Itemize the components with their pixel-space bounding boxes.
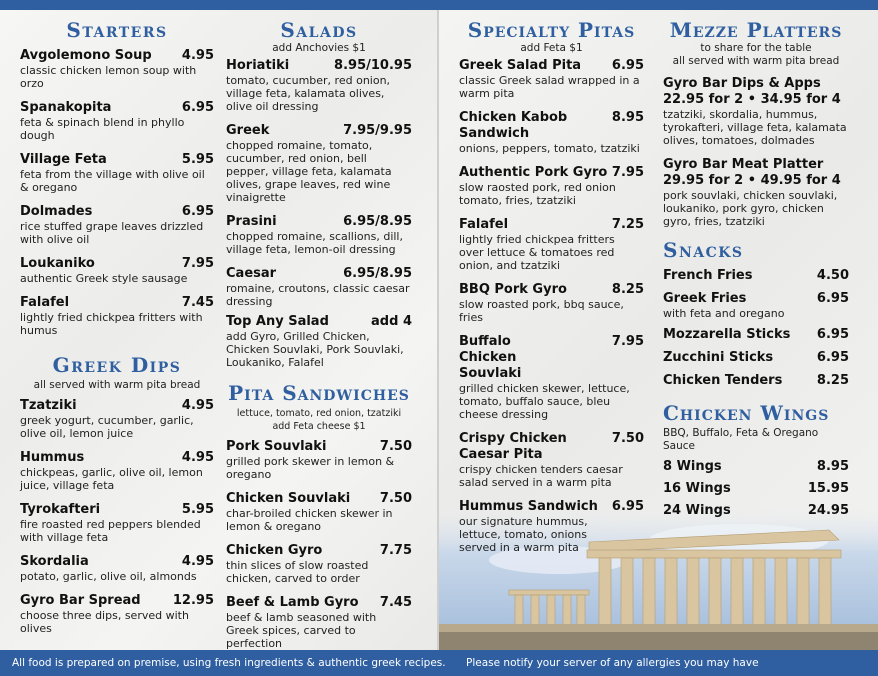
snack-name: Greek Fries xyxy=(663,291,747,306)
salad-price: add 4 xyxy=(371,314,412,329)
greek-dips-list xyxy=(20,398,214,635)
dip-price: 4.95 xyxy=(181,450,214,465)
pita-name: Chicken Gyro xyxy=(226,543,323,558)
specialty-item xyxy=(459,165,644,207)
starter-name: Loukaniko xyxy=(20,256,95,271)
specialty-name: Chicken Kabob Sandwich xyxy=(459,110,568,141)
dip-desc: fire roasted red peppers blended with village feta xyxy=(20,518,201,544)
snack-name: Mozzarella Sticks xyxy=(663,327,791,342)
specialty-price: 8.25 xyxy=(611,282,644,297)
mezze-subtitle: to share for the table xyxy=(700,42,812,54)
mezze-price: 29.95 for 2 • 49.95 for 4 xyxy=(663,173,841,188)
column-specialty-pitas xyxy=(459,18,644,554)
dip-price: 12.95 xyxy=(172,593,214,608)
dip-item xyxy=(20,450,214,492)
pita-sandwiches-subtitle: lettuce, tomato, red onion, tzatziki xyxy=(236,408,402,419)
starter-item xyxy=(20,204,214,246)
pita-name: Chicken Souvlaki xyxy=(226,491,351,506)
menu-right-panel xyxy=(439,10,878,650)
mezze-desc: tzatziki, skordalia, hummus, tyrokafteri, village feta, kalamata olives, tomatoes, dolmades xyxy=(663,108,847,147)
pita-price: 7.50 xyxy=(379,439,412,454)
specialty-desc: classic Greek salad wrapped in a warm pita xyxy=(459,74,640,100)
specialty-desc: crispy chicken tenders caesar salad served in a warm pita xyxy=(459,463,623,489)
salad-name: Top Any Salad xyxy=(226,314,329,329)
dip-item xyxy=(20,398,214,440)
wing-price: 15.95 xyxy=(807,481,849,496)
wing-name: 16 Wings xyxy=(663,481,731,496)
dip-name: Tyrokafteri xyxy=(20,502,101,517)
pita-sandwiches-heading: Pita Sandwiches xyxy=(228,381,410,405)
starter-desc: feta from the village with olive oil & oregano xyxy=(20,168,205,194)
specialty-price: 6.95 xyxy=(611,499,644,514)
dip-price: 4.95 xyxy=(181,554,214,569)
salad-desc: tomato, cucumber, red onion, village feta, kalamata olives, olive oil dressing xyxy=(226,74,391,113)
starter-item xyxy=(20,256,214,285)
starter-price: 5.95 xyxy=(181,152,214,167)
wing-item xyxy=(663,481,849,497)
starter-name: Spanakopita xyxy=(20,100,112,115)
pita-item xyxy=(226,543,412,585)
specialty-item xyxy=(459,110,644,155)
wings-list xyxy=(663,459,849,519)
salads-heading: Salads xyxy=(280,18,358,42)
starter-price: 6.95 xyxy=(181,100,214,115)
salad-price: 6.95/8.95 xyxy=(343,266,412,281)
salad-name: Greek xyxy=(226,123,270,138)
footer-left-note: All food is prepared on premise, using fresh ingredients & authentic greek recipes. xyxy=(12,657,446,669)
salads-list xyxy=(226,58,412,369)
dip-item xyxy=(20,554,214,583)
snack-item xyxy=(663,268,849,284)
snack-price: 4.50 xyxy=(816,268,849,283)
starter-name: Falafel xyxy=(20,295,70,310)
specialty-desc: slow raosted pork, red onion tomato, fries, tzatziki xyxy=(459,181,616,207)
specialty-name: Authentic Pork Gyro xyxy=(459,165,608,180)
snack-price: 6.95 xyxy=(816,291,849,306)
pita-name: Pork Souvlaki xyxy=(226,439,327,454)
mezze-heading: Mezze Platters xyxy=(669,18,843,42)
starters-list xyxy=(20,48,214,337)
snack-price: 8.25 xyxy=(816,373,849,388)
salad-item xyxy=(226,123,412,204)
specialty-item xyxy=(459,282,644,324)
starter-desc: classic chicken lemon soup with orzo xyxy=(20,64,197,90)
starter-desc: rice stuffed grape leaves drizzled with olive oil xyxy=(20,220,204,246)
pita-price: 7.75 xyxy=(379,543,412,558)
specialty-price: 7.95 xyxy=(611,334,644,349)
wing-price: 24.95 xyxy=(807,503,849,518)
pita-item xyxy=(226,491,412,533)
salad-name: Caesar xyxy=(226,266,277,281)
dip-desc: chickpeas, garlic, olive oil, lemon juice, village feta xyxy=(20,466,203,492)
salad-price: 8.95/10.95 xyxy=(334,58,412,73)
snack-price: 6.95 xyxy=(816,350,849,365)
specialty-price: 8.95 xyxy=(611,110,644,125)
specialty-desc: onions, peppers, tomato, tzatziki xyxy=(459,142,640,155)
top-border xyxy=(0,0,878,10)
pita-desc: thin slices of slow roasted chicken, carved to order xyxy=(226,559,369,585)
specialty-name: Hummus Sandwich xyxy=(459,499,598,514)
specialty-item xyxy=(459,334,644,421)
specialty-desc: grilled chicken skewer, lettuce, tomato, buffalo sauce, bleu cheese dressing xyxy=(459,382,630,421)
starter-desc: feta & spinach blend in phyllo dough xyxy=(20,116,185,142)
dip-item xyxy=(20,593,214,635)
wing-item xyxy=(663,503,849,519)
pita-sandwiches-subtitle2: add Feta cheese $1 xyxy=(272,421,366,432)
specialty-price: 7.95 xyxy=(611,165,644,180)
specialty-desc: slow roasted pork, bbq sauce, fries xyxy=(459,298,624,324)
starter-item xyxy=(20,48,214,90)
salad-item xyxy=(226,58,412,113)
column-starters xyxy=(20,18,214,635)
specialty-price: 7.25 xyxy=(611,217,644,232)
specialty-name: Falafel xyxy=(459,217,509,232)
snack-name: Zucchini Sticks xyxy=(663,350,774,365)
salad-desc: romaine, croutons, classic caesar dressing xyxy=(226,282,410,308)
salad-name: Prasini xyxy=(226,214,277,229)
dip-name: Tzatziki xyxy=(20,398,77,413)
wings-heading: Chicken Wings xyxy=(663,401,830,425)
starters-heading: Starters xyxy=(66,18,168,42)
snack-name: French Fries xyxy=(663,268,753,283)
dip-name: Hummus xyxy=(20,450,85,465)
mezze-desc: pork souvlaki, chicken souvlaki, loukaniko, pork gyro, chicken gyro, fries, tzatziki xyxy=(663,189,838,228)
snack-desc: with feta and oregano xyxy=(663,307,785,320)
pita-name: Beef & Lamb Gyro xyxy=(226,595,359,610)
specialty-name: BBQ Pork Gyro xyxy=(459,282,567,297)
snack-item xyxy=(663,291,849,320)
salads-subtitle: add Anchovies $1 xyxy=(272,42,366,54)
starter-item xyxy=(20,100,214,142)
salad-item xyxy=(226,214,412,256)
dip-price: 4.95 xyxy=(181,398,214,413)
footer-bar xyxy=(0,650,878,676)
pita-price: 7.45 xyxy=(379,595,412,610)
salad-item xyxy=(226,314,412,369)
specialty-price: 6.95 xyxy=(611,58,644,73)
specialty-pitas-subtitle: add Feta $1 xyxy=(520,42,583,54)
specialty-pitas-heading: Specialty Pitas xyxy=(467,18,636,42)
snack-name: Chicken Tenders xyxy=(663,373,783,388)
salad-desc: add Gyro, Grilled Chicken, Chicken Souvlaki, Pork Souvlaki, Loukaniko, Falafel xyxy=(226,330,404,369)
specialty-name: Buffalo Chicken Souvlaki xyxy=(459,334,522,381)
specialty-name: Crispy Chicken Caesar Pita xyxy=(459,431,567,462)
starter-name: Dolmades xyxy=(20,204,93,219)
mezze-name: Gyro Bar Dips & Apps xyxy=(663,76,821,91)
snacks-list xyxy=(663,268,849,389)
salad-price: 6.95/8.95 xyxy=(343,214,412,229)
column-mezze xyxy=(663,18,849,519)
snack-item xyxy=(663,327,849,343)
specialty-desc: lightly fried chickpea fritters over lettuce & tomatoes red onion, and tzatziki xyxy=(459,233,615,272)
starter-desc: lightly fried chickpea fritters with humus xyxy=(20,311,203,337)
mezze-price: 22.95 for 2 • 34.95 for 4 xyxy=(663,92,841,107)
specialty-price: 7.50 xyxy=(611,431,644,446)
pita-item xyxy=(226,439,412,481)
greek-dips-heading: Greek Dips xyxy=(52,353,182,377)
specialty-item xyxy=(459,58,644,100)
specialty-item xyxy=(459,431,644,489)
dip-item xyxy=(20,502,214,544)
mezze-list xyxy=(663,76,849,228)
snacks-heading: Snacks xyxy=(663,238,744,262)
specialty-item xyxy=(459,217,644,272)
starter-price: 7.45 xyxy=(181,295,214,310)
mezze-name: Gyro Bar Meat Platter xyxy=(663,157,824,172)
mezze-item xyxy=(663,76,849,147)
pita-item xyxy=(226,595,412,650)
salad-price: 7.95/9.95 xyxy=(343,123,412,138)
specialty-desc: our signature hummus, lettuce, tomato, onions served in a warm pita xyxy=(459,515,588,554)
starter-item xyxy=(20,152,214,194)
footer-right-note: Please notify your server of any allergies you may have xyxy=(466,657,759,669)
snack-item xyxy=(663,350,849,366)
pita-sandwiches-list xyxy=(226,439,412,650)
wing-name: 24 Wings xyxy=(663,503,731,518)
pita-price: 7.50 xyxy=(379,491,412,506)
specialty-item xyxy=(459,499,644,554)
snack-price: 6.95 xyxy=(816,327,849,342)
dip-price: 5.95 xyxy=(181,502,214,517)
dip-desc: greek yogurt, cucumber, garlic, olive oil, lemon juice xyxy=(20,414,194,440)
pita-desc: char-broiled chicken skewer in lemon & oregano xyxy=(226,507,393,533)
starter-desc: authentic Greek style sausage xyxy=(20,272,188,285)
pita-desc: beef & lamb seasoned with Greek spices, carved to perfection xyxy=(226,611,377,650)
snack-item xyxy=(663,373,849,389)
wings-subtitle: BBQ, Buffalo, Feta & Oregano Sauce xyxy=(663,427,819,452)
starter-price: 7.95 xyxy=(181,256,214,271)
starter-name: Avgolemono Soup xyxy=(20,48,152,63)
salad-desc: chopped romaine, tomato, cucumber, red onion, bell pepper, village feta, kalamata olives, grape leaves, red wine vinaigrette xyxy=(226,139,392,204)
starter-price: 6.95 xyxy=(181,204,214,219)
wing-price: 8.95 xyxy=(816,459,849,474)
menu-left-panel xyxy=(0,10,437,650)
dip-name: Gyro Bar Spread xyxy=(20,593,141,608)
starter-price: 4.95 xyxy=(181,48,214,63)
mezze-item xyxy=(663,157,849,228)
wing-name: 8 Wings xyxy=(663,459,722,474)
mezze-subtitle2: all served with warm pita bread xyxy=(672,55,840,67)
dip-desc: potato, garlic, olive oil, almonds xyxy=(20,570,197,583)
column-salads xyxy=(226,18,412,650)
starter-item xyxy=(20,295,214,337)
greek-dips-subtitle: all served with warm pita bread xyxy=(33,379,201,391)
pita-desc: grilled pork skewer in lemon & oregano xyxy=(226,455,395,481)
wing-item xyxy=(663,459,849,475)
specialty-pitas-list xyxy=(459,58,644,554)
salad-item xyxy=(226,266,412,308)
salad-desc: chopped romaine, scallions, dill, village feta, lemon-oil dressing xyxy=(226,230,403,256)
dip-name: Skordalia xyxy=(20,554,89,569)
dip-desc: choose three dips, served with olives xyxy=(20,609,189,635)
starter-name: Village Feta xyxy=(20,152,107,167)
salad-name: Horiatiki xyxy=(226,58,290,73)
specialty-name: Greek Salad Pita xyxy=(459,58,582,73)
